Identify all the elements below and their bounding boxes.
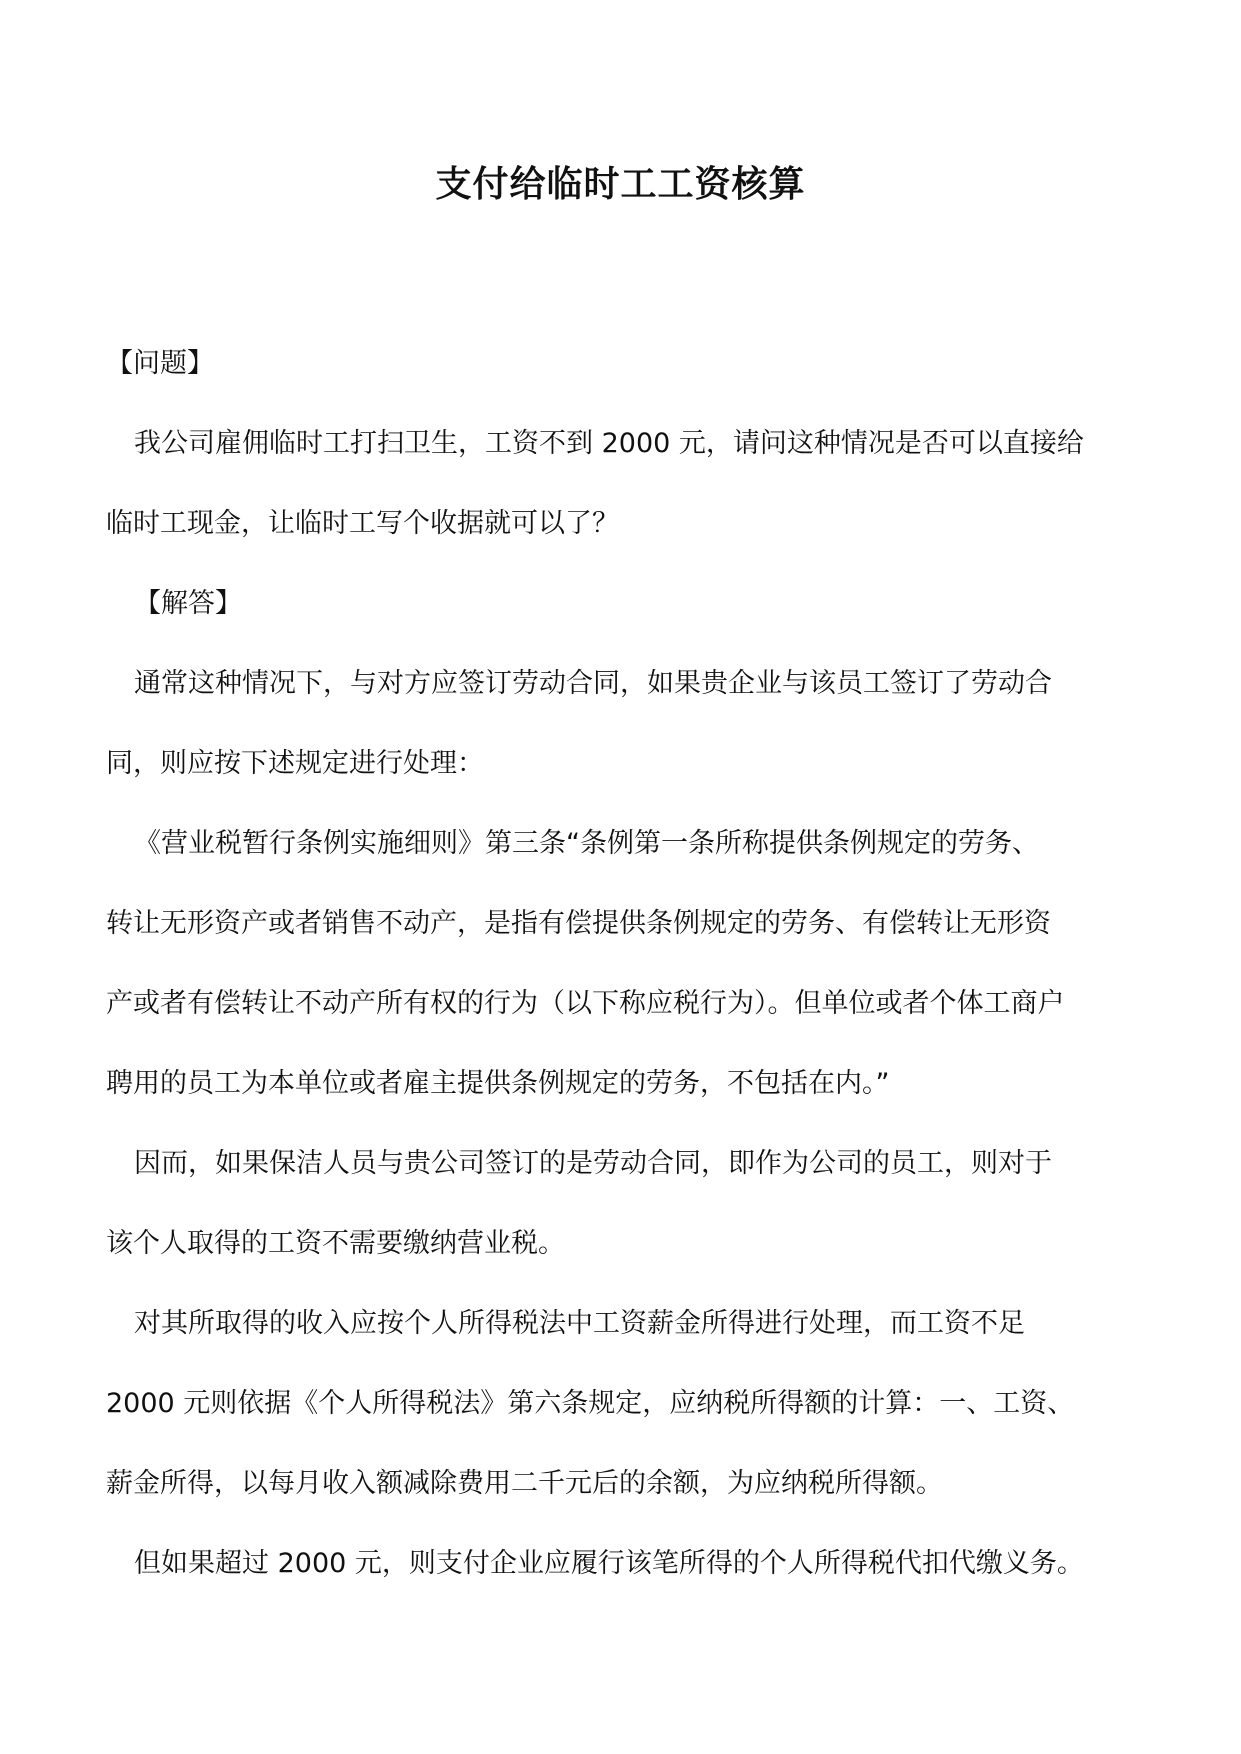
para2-line-1: 《营业税暂行条例实施细则》第三条“条例第一条所称提供条例规定的劳务、 (134, 828, 1039, 859)
para4-line-3: 薪金所得，以每月收入额减除费用二千元后的余额，为应纳税所得额。 (106, 1468, 943, 1499)
document-title: 支付给临时工工资核算 (435, 164, 806, 205)
para1-line-1: 通常这种情况下，与对方应签订劳动合同，如果贵企业与该员工签订了劳动合 (134, 668, 1052, 699)
para4-line-1: 对其所取得的收入应按个人所得税法中工资薪金所得进行处理，而工资不足 (134, 1308, 1025, 1339)
para2-line-3: 产或者有偿转让不动产所有权的行为（以下称应税行为）。但单位或者个体工商户 (106, 988, 1065, 1019)
para3-line-2: 该个人取得的工资不需要缴纳营业税。 (106, 1228, 565, 1259)
answer-heading: 【解答】 (134, 588, 242, 619)
question-line-1: 我公司雇佣临时工打扫卫生，工资不到 2000 元，请问这种情况是否可以直接给 (134, 428, 1084, 459)
para4-line-2: 2000 元则依据《个人所得税法》第六条规定，应纳税所得额的计算：一、工资、 (106, 1388, 1075, 1419)
para2-line-4: 聘用的员工为本单位或者雇主提供条例规定的劳务，不包括在内。” (106, 1068, 890, 1099)
question-line-2: 临时工现金，让临时工写个收据就可以了？ (106, 508, 619, 539)
para1-line-2: 同，则应按下述规定进行处理： (106, 748, 484, 779)
para2-line-2: 转让无形资产或者销售不动产，是指有偿提供条例规定的劳务、有偿转让无形资 (106, 908, 1051, 939)
question-heading: 【问题】 (106, 348, 214, 379)
para5-line-1: 但如果超过 2000 元，则支付企业应履行该笔所得的个人所得税代扣代缴义务。 (134, 1548, 1084, 1579)
para3-line-1: 因而，如果保洁人员与贵公司签订的是劳动合同，即作为公司的员工，则对于 (134, 1148, 1052, 1179)
